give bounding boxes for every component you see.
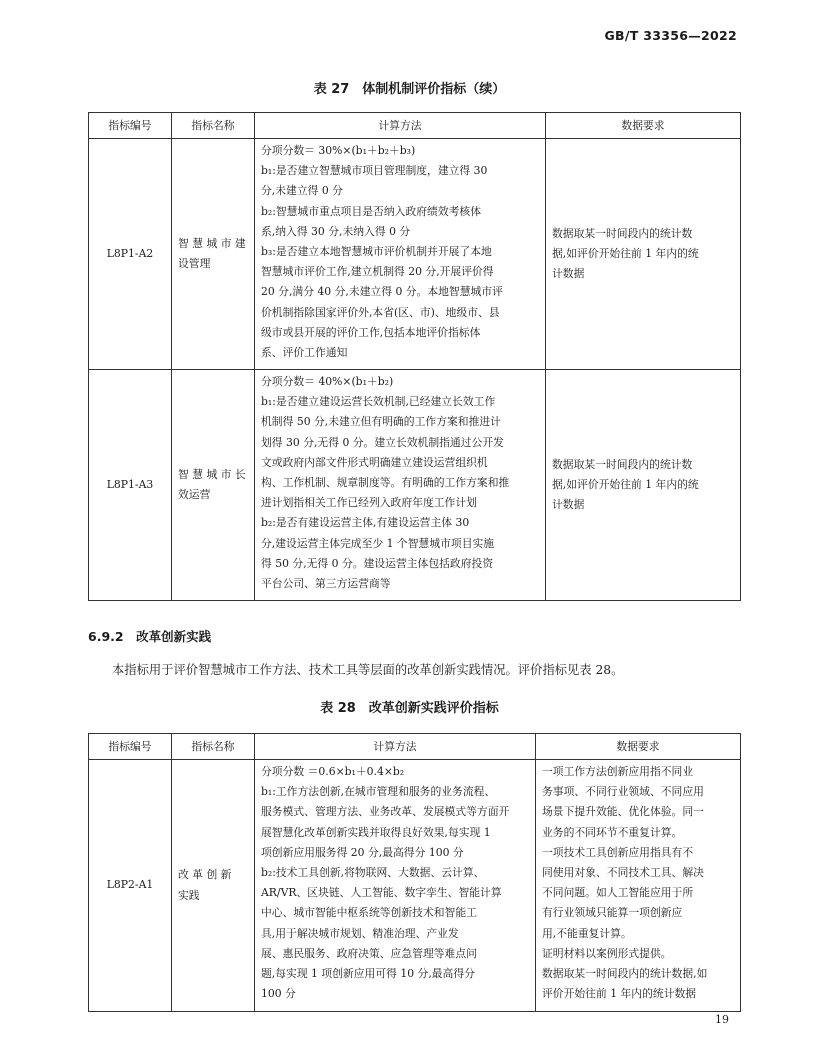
table-row xyxy=(89,139,741,370)
table28-header-data: 数据要求 xyxy=(536,734,741,760)
table28-header-method: 计算方法 xyxy=(255,734,536,760)
table-row xyxy=(89,760,741,1012)
section-heading: 6.9.2 改革创新实践 xyxy=(88,629,212,644)
table27 xyxy=(88,112,741,601)
calculation-method: 分项分数 ＝0.6×b₁＋0.4×b₂ b₁:工作方法创新,在城市管理和服务的业务流程、 服务模式、管理方法、业务改革、发展模式等方面开 展智慧化改革创新实践并取得良好效果,每实现 1 项创新应用服务得 20 分,最高得分 100 分 b₂:技术工具创新,将物联网、大数据、云计算、 AR/VR、区块链、人工智能、数字孪生、智能计算 中心、城市智能中枢系统等创新技术和智能工 具,用于解决城市规划、精准治理、产业发 展、惠民服务、政府决策、应急管理等难点问 题,每实现 1 项创新应用可得 10 分,最高得分 100 分 xyxy=(255,760,536,1012)
indicator-code: L8P2-A1 xyxy=(89,760,172,1012)
section-paragraph: 本指标用于评价智慧城市工作方法、技术工具等层面的改革创新实践情况。评价指标见表 28。 xyxy=(112,663,624,677)
indicator-name: 改 革 创 新 实践 xyxy=(172,760,255,1012)
table27-header-method: 计算方法 xyxy=(255,113,546,139)
table28-header-code: 指标编号 xyxy=(89,734,172,760)
table28-header-name: 指标名称 xyxy=(172,734,255,760)
calculation-method: 分项分数＝ 40%×(b₁＋b₂) b₁:是否建立建设运营长效机制,已经建立长效工作 机制得 50 分,未建立但有明确的工作方案和推进计 划得 30 分,无得 0 分。建立长效机制指通过公开发 文或政府内部文件形式明确建立建设运营组织机 构、工作机制、规章制度等。有明确的工作方案和推 进计划指相关工作已经列入政府年度工作计划 b₂:是否有建设运营主体,有建设运营主体 30 分,建设运营主体完成至少 1 个智慧城市项目实施 得 50 分,无得 0 分。建设运营主体包括政府投资 平台公司、第三方运营商等 xyxy=(255,370,546,601)
data-requirement: 数据取某一时间段内的统计数 据,如评价开始往前 1 年内的统 计数据 xyxy=(546,139,741,370)
standard-number: GB/T 33356—2022 xyxy=(604,28,737,43)
calculation-method: 分项分数＝ 30%×(b₁＋b₂＋b₃) b₁:是否建立智慧城市项目管理制度，建立得 30 分,未建立得 0 分 b₂:智慧城市重点项目是否纳入政府绩效考核体 系,纳入得 30 分,未纳入得 0 分 b₃:是否建立本地智慧城市评价机制并开展了本地 智慧城市评价工作,建立机制得 20 分,开展评价得 20 分,满分 40 分,未建立得 0 分。本地智慧城市评 价机制指除国家评价外,本省(区、市)、地级市、县 级市或县开展的评价工作,包括本地评价指标体 系、评价工作通知 xyxy=(255,139,546,370)
table27-title: 表 27 体制机制评价指标（续） xyxy=(313,82,506,97)
table27-header-name: 指标名称 xyxy=(172,113,255,139)
table28-header-row xyxy=(89,734,741,760)
indicator-code: L8P1-A3 xyxy=(89,370,172,601)
indicator-code: L8P1-A2 xyxy=(89,139,172,370)
table27-header-row xyxy=(89,113,741,139)
indicator-name: 智 慧 城 市 长 效运营 xyxy=(172,370,255,601)
table-row xyxy=(89,370,741,601)
table27-header-code: 指标编号 xyxy=(89,113,172,139)
indicator-name: 智 慧 城 市 建 设管理 xyxy=(172,139,255,370)
data-requirement: 数据取某一时间段内的统计数 据,如评价开始往前 1 年内的统 计数据 xyxy=(546,370,741,601)
page-number: 19 xyxy=(715,1013,729,1026)
table28 xyxy=(88,733,741,1012)
table28-title: 表 28 改革创新实践评价指标 xyxy=(320,701,499,716)
data-requirement: 一项工作方法创新应用指不同业 务事项、不同行业领域、不同应用 场景下提升效能、优化体验。同一 业务的不同环节不重复计算。 一项技术工具创新应用指具有不 同使用对象、不同技术工具、解决 不同问题。如人工智能应用于所 有行业领域只能算一项创新应 用,不能重复计算。 证明材料以案例形式提供。 数据取某一时间段内的统计数据,如 评价开始往前 1 年内的统计数据 xyxy=(536,760,741,1012)
table27-header-data: 数据要求 xyxy=(546,113,741,139)
